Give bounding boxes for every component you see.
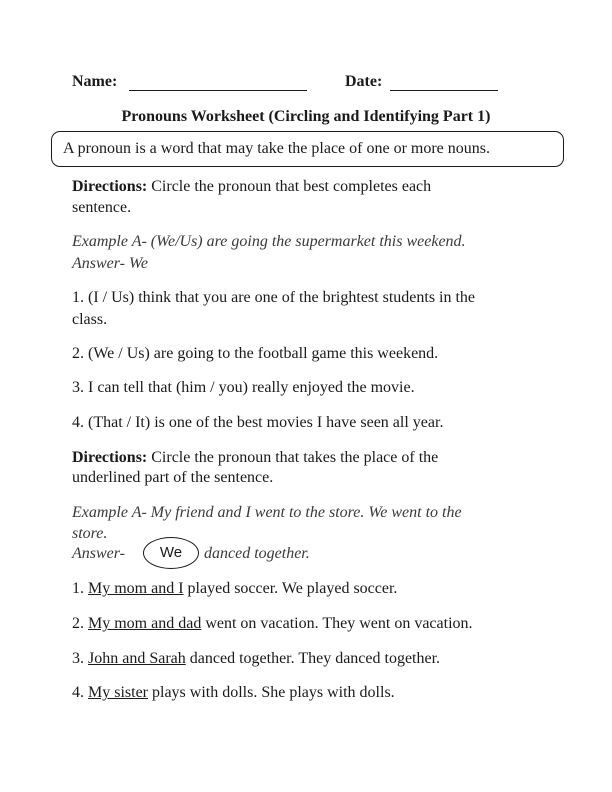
underlined-phrase: My mom and dad — [88, 615, 202, 632]
date-label: Date: — [345, 73, 383, 90]
directions-text: Circle the pronoun that best completes each — [151, 178, 432, 195]
section2-item-3 — [72, 650, 440, 668]
item-rest: danced together. They danced together. — [189, 650, 441, 667]
section2-directions — [72, 449, 438, 467]
answer-circled-pronoun: We — [143, 537, 199, 569]
section2-item-4 — [72, 684, 395, 702]
section2-answer-label: Answer- — [72, 545, 126, 562]
section1-item-1-cont: class. — [72, 311, 108, 328]
underlined-phrase: My sister — [88, 684, 148, 701]
section2-answer-rest: danced together. — [204, 545, 310, 562]
section2-example: Example A- My friend and I went to the store. We went to the — [72, 504, 462, 521]
item-number: 3. — [72, 650, 84, 667]
item-number: 1. — [72, 580, 84, 597]
item-rest: plays with dolls. She plays with dolls. — [152, 684, 395, 701]
worksheet-title: Pronouns Worksheet (Circling and Identifying Part 1) — [121, 108, 491, 125]
section1-item-4: 4. (That / It) is one of the best movies I have seen all year. — [72, 414, 444, 431]
section2-item-1 — [72, 580, 397, 598]
directions-text: Circle the pronoun that takes the place of the — [151, 449, 439, 466]
section1-directions-cont: sentence. — [72, 199, 132, 216]
item-number: 2. — [72, 615, 84, 632]
underlined-phrase: John and Sarah — [88, 650, 186, 667]
section2-item-2 — [72, 615, 473, 633]
name-blank-line[interactable] — [129, 90, 307, 91]
section2-example-cont: store. — [72, 525, 108, 542]
item-rest: played soccer. We played soccer. — [187, 580, 398, 597]
underlined-phrase: My mom and I — [88, 580, 184, 597]
directions-label: Directions: — [72, 178, 148, 195]
item-rest: went on vacation. They went on vacation. — [205, 615, 473, 632]
directions-label: Directions: — [72, 449, 148, 466]
section1-item-2: 2. (We / Us) are going to the football game this weekend. — [72, 345, 439, 362]
section1-example: Example A- (We/Us) are going the supermarket this weekend. — [72, 233, 466, 250]
section1-directions — [72, 178, 431, 196]
section1-item-3: 3. I can tell that (him / you) really enjoyed the movie. — [72, 379, 415, 396]
name-label: Name: — [72, 73, 118, 90]
section1-item-1: 1. (I / Us) think that you are one of the brightest students in the — [72, 289, 476, 306]
section1-example-answer: Answer- We — [72, 255, 148, 272]
section2-directions-cont: underlined part of the sentence. — [72, 469, 274, 486]
definition-text: A pronoun is a word that may take the place of one or more nouns. — [63, 140, 490, 157]
date-blank-line[interactable] — [390, 90, 498, 91]
item-number: 4. — [72, 684, 84, 701]
